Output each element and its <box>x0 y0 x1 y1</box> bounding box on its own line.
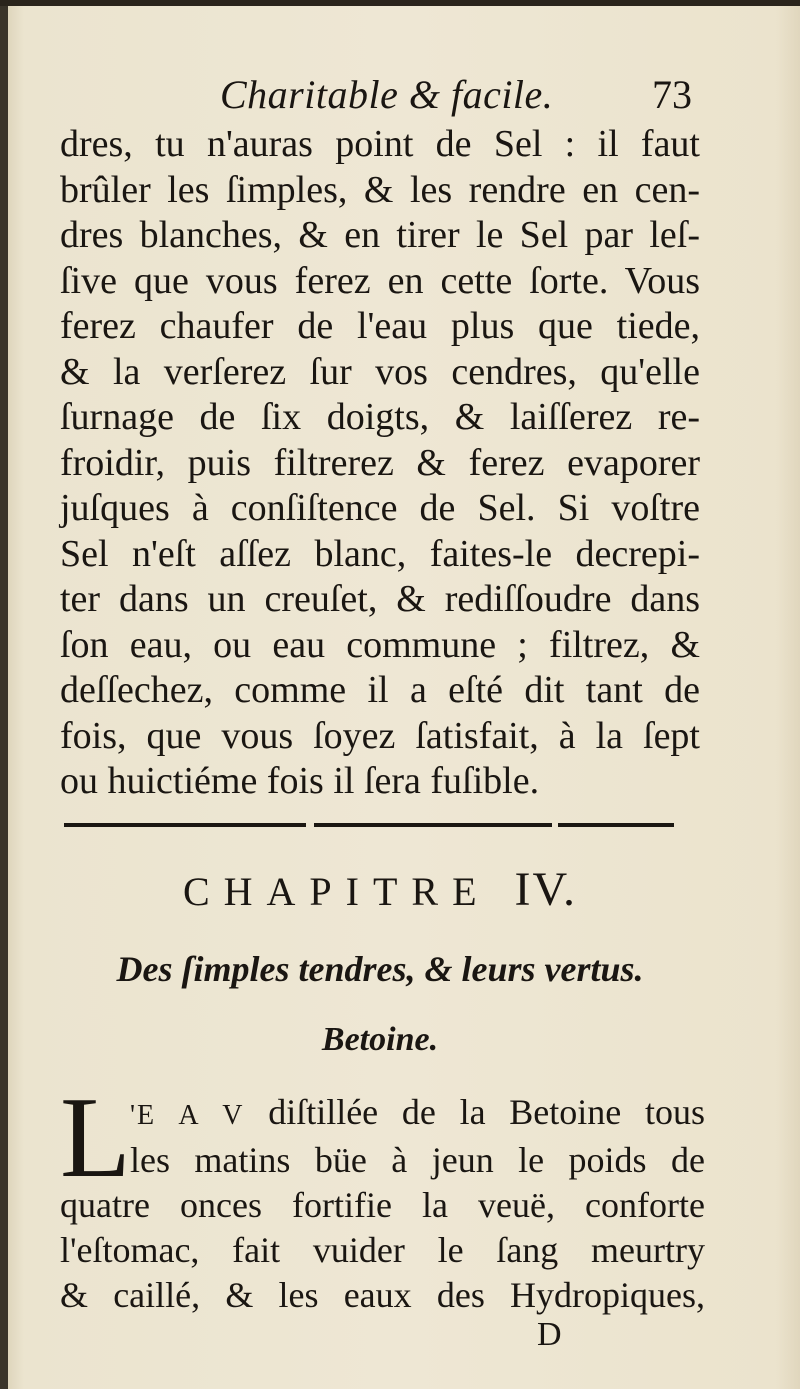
text-line <box>130 1090 705 1138</box>
subsection-title: Betoine. <box>321 1021 439 1058</box>
rule-segment <box>64 823 306 827</box>
text-line: & caillé, & les eaux des Hydropiques, <box>60 1275 705 1315</box>
top-page-edge <box>0 0 800 6</box>
text-line: ſive que vous ferez en cette ſorte. Vous <box>60 259 700 302</box>
running-head <box>60 70 700 120</box>
chapter-heading <box>60 862 700 920</box>
text-line: fois, que vous ſoyez ſatisfait, à la ſept <box>60 714 700 757</box>
text-line: ter dans un creuſet, & rediſſoudre dans <box>60 578 700 620</box>
text-line: juſques à conſiſtence de Sel. Si voſtre <box>60 487 700 529</box>
chapter-word: CHAPITRE <box>182 869 491 914</box>
section-rule <box>64 820 674 829</box>
text-line: ſurnage de ſix doigts, & laiſſerez re- <box>60 396 700 438</box>
text-line: dres blanches, & en tirer le Sel par leſ- <box>60 214 700 256</box>
text-line: ferez chaufer de l'eau plus que tiede, <box>60 305 700 347</box>
rule-segment <box>314 823 552 827</box>
drop-cap: L <box>60 1074 131 1202</box>
text-line-rest: diſtillée de la Betoine tous <box>268 1092 706 1132</box>
paragraph-continued <box>60 122 700 805</box>
running-title: Charitable & facile. <box>220 72 554 117</box>
page-number: 73 <box>652 72 692 117</box>
paragraph-betoine <box>60 1074 706 1340</box>
small-caps-lead: 'E A V <box>130 1100 245 1131</box>
text-line: les matins büe à jeun le poids de <box>130 1140 705 1180</box>
text-line: ſon eau, ou eau commune ; filtrez, & <box>60 623 700 666</box>
text-line: deſſechez, comme il a eſté dit tant de <box>60 669 700 711</box>
section-title: Des ſimples tendres, & leurs vertus. <box>116 949 644 989</box>
text-line: Sel n'eſt aſſez blanc, faites-le decrepi- <box>60 532 700 575</box>
text-line: ou huictiéme fois il ſera fuſible. <box>60 760 540 802</box>
text-line: & la verſerez ſur vos cendres, qu'elle <box>60 350 700 393</box>
text-line: brûler les ſimples, & les rendre en cen- <box>60 168 700 211</box>
signature-mark: D <box>537 1316 562 1353</box>
text-line: quatre onces fortifie la veuë, conforte <box>60 1185 705 1225</box>
text-line: froidir, puis filtrerez & ferez evaporer <box>60 441 700 484</box>
rule-segment <box>558 823 674 827</box>
text-line: dres, tu n'auras point de Sel : il faut <box>60 123 700 165</box>
chapter-number: IV. <box>514 863 578 916</box>
binding-edge <box>0 0 8 1389</box>
text-line: l'eſtomac, fait vuider le ſang meurtry <box>60 1230 705 1270</box>
